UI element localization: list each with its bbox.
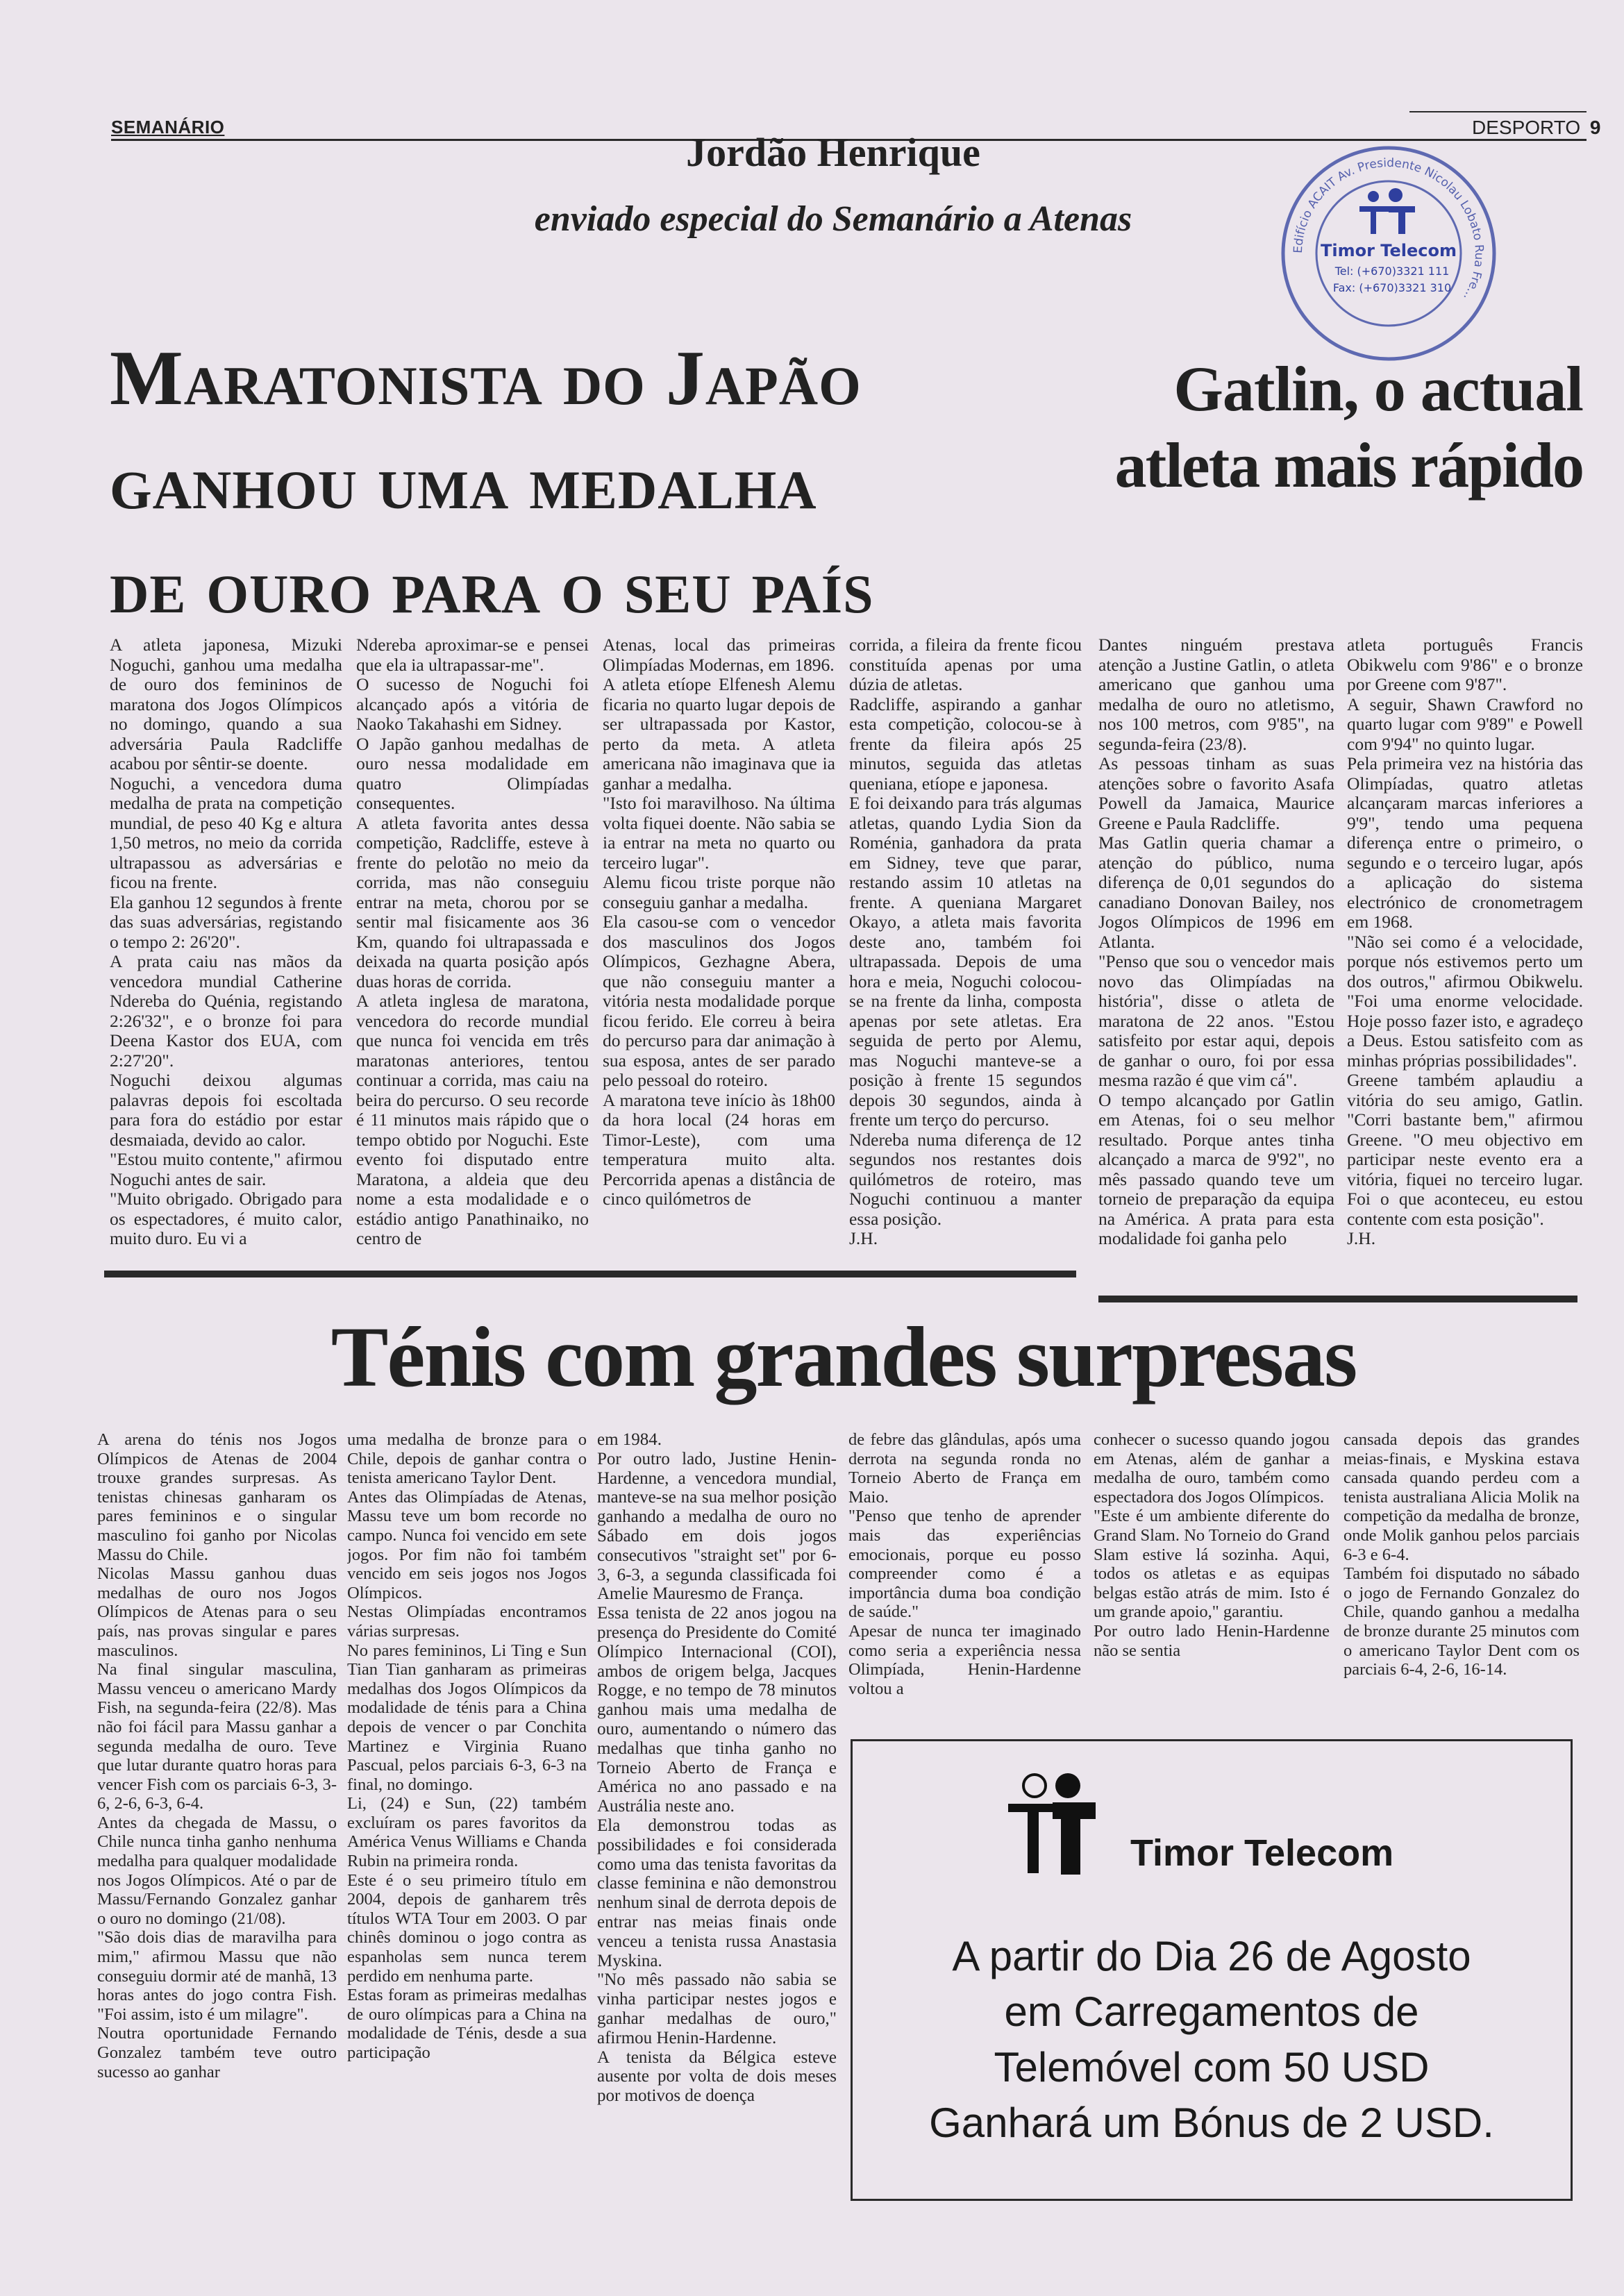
tennis-column-3: em 1984. Por outro lado, Justine Henin-Hardenne, a vencedora mundial, manteve-se na sua melhor posição ganhando a medalha de ouro no Sábado em dois jogos consecutivos "straight set" por 6-3, 6-3, a segunda classificada foi Amelie Mauresmo de França. Essa tenista de 22 anos jogou na presença do Presidente do Comité Olímpico Internacional (COI), ambos de origem belga, Jacques Rogge, e no tempo de 78 minutos ganhou mais uma medalha de ouro, aumentando o número das medalhas que tinha ganho no Torneio Aberto de França e América no ano passado e na Austrália neste ano. Ela demonstrou todas as possibilidades e foi considerada como uma das tenista favoritas da classe feminina e não demonstrou nenhum sinal de derrota depois de entrar nas meias finais onde venceu a tenista russa Anastasia Myskina. "No mês passado não sabia se vinha participar nestes jogos e ganhar medalhas de ouro," afirmou Henin-Hardenne. A tenista da Bélgica esteve ausente por volta de dois meses por motivos de doença [597,1430,837,2106]
gatlin-column-2: atleta português Francis Obikwelu com 9'86" e o bronze por Greene com 9'87". A seguir, Shawn Crawford no quarto lugar com 9'89" e Powell com 9'94" no quinto lugar. Pela primeira vez na história das Olimpíadas, quatro atletas alcançaram marcas inferiores a 9'9", tendo uma pequena diferença entre o primeiro, o segundo e o terceiro lugar, após a aplicação do sistema electrónico de cronometragem em 1968. "Não sei como é a velocidade, porque nós estivemos perto um dos outros," afirmou Obikwelu. "Foi uma enorme velocidade. Hoje posso fazer isto, e agradeço a Deus. Estou satisfeito com as minhas próprias possibilidades". Greene também aplaudiu a vitória do seu amigo, Gatlin. "Corri bastante bem," afirmou Greene. "O meu objectivo em participar neste evento era a vitória, fiquei no terceiro lugar. Foi o que aconteceu, eu estou contente com esta posição". J.H. [1347,635,1583,1248]
stamp-fax: Fax: (+670)3321 310 [1332,281,1452,294]
advert-line-2: em Carregamentos de [1004,1988,1419,2035]
page-number: 9 [1589,117,1601,138]
company-stamp [1278,142,1500,364]
byline-role: enviado especial do Semanário a Atenas [534,199,1132,239]
tennis-column-6: cansada depois das grandes meias-finais, e Myskina estava cansada quando perdeu com a tenista australiana Alicia Molik na competição da medalha de bronze, onde Molik ganhou pelos parciais 6-3 e 6-4. Também foi disputado no sábado o jogo de Fernando Gonzalez do Chile, quando ganhou a medalha de bronze durante 25 minutos com o americano Taylor Dent com os parciais 6-4, 2-6, 16-14. [1343,1430,1580,1679]
marathon-column-2: Ndereba aproximar-se e pensei que ela ia ultrapassar-me". O sucesso de Noguchi foi alcançado após a vitória de Naoko Takahashi em Sidney. O Japão ganhou medalhas de ouro nessa modalidade em quatro Olimpíadas consequentes. A atleta favorita antes dessa competição, Radcliffe, esteve à frente do pelotão no meio da corrida, mas não conseguiu entrar na meta, chorou por se sentir mal fisicamente aos 36 Km, quando foi ultrapassada e deixada na quarta posição após duas horas de corrida. A atleta inglesa de maratona, vencedora do recorde mundial que nunca foi vencida em três maratonas anteriores, tentou continuar a corrida, mas caiu na beira do percurso. O seu recorde é 11 minutos mais rápido que o tempo obtido por Noguchi. Este evento foi disputado entre Maratona, a aldeia que deu nome a esta modalidade e o estádio antigo Panathinaiko, no centro de [356,635,589,1248]
gatlin-headline-line2: atleta mais rápido [1114,430,1583,501]
marathon-column-3: Atenas, local das primeiras Olimpíadas Modernas, em 1896. A atleta etíope Elfenesh Alemu ficaria no quarto lugar depois de ser ultrapassada por Kastor, perto da meta. A atleta americana não imaginava que ia ganhar a medalha. "Isto foi maravilhoso. Na última volta fiquei doente. Não sabia se ia entrar na meta no quarto ou terceiro lugar". Alemu ficou triste porque não conseguiu ganhar a medalha. Ela casou-se com o vencedor dos masculinos dos Jogos Olímpicos, Gezhagne Abera, que não conseguiu manter a vitória nesta modalidade porque ficou ferido. Ele correu à beira do percurso para dar animação à sua esposa, antes de ser parado pelo pessoal do roteiro. A maratona teve início às 18h00 da hora local (24 horas em Timor-Leste), com uma temperatura muito alta. Percorrida apenas a distância de cinco quilómetros de [603,635,835,1209]
tennis-headline: Ténis com grandes surpresas [330,1309,1357,1405]
stamp-ring-text: Edifício ACAIT Av. Presidente Nicolau Lobato Rua Fre... [1291,156,1487,303]
gatlin-end-rule [1098,1296,1577,1302]
marathon-column-1: A atleta japonesa, Mizuki Noguchi, ganhou uma medalha de ouro dos femininos de maratona dos Jogos Olímpicos no domingo, quando a sua adversária Paula Radcliffe acabou por sêntir-se doente. Noguchi, a vencedora duma medalha de prata na competição mundial, de peso 40 Kg e altura 1,50 metros, no meio da corrida ultrapassou as adversárias e ficou na frente. Ela ganhou 12 segundos à frente das suas adversárias, registando o tempo 2: 26'20". A prata caiu nas mãos da vencedora mundial Catherine Ndereba do Quénia, registando 2:26'32", e o bronze foi para Deena Kastor dos EUA, com 2:27'20". Noguchi deixou algumas palavras depois foi escoltada para fora do estádio por estar desmaiada, devido ao calor. "Estou muito contente," afirmou Noguchi antes de sair. "Muito obrigado. Obrigado para os espectadores, é muito calor, muito duro. Eu vi a [110,635,342,1248]
byline-author: Jordão Henrique [686,130,980,175]
advert-copy [853,1929,1571,2151]
gatlin-headline [1097,351,1583,503]
telecom-advert [851,1739,1573,2201]
marathon-column-4: corrida, a fileira da frente ficou constituída apenas por uma dúzia de atletas. Radcliffe, aspirando a ganhar esta competição, colocou-se à frente da fileira após 25 minutos, seguida das atletas queniana, etíope e japonesa. E foi deixando para trás algumas atletas, quando Lydia Sion da Roménia, ganhadora da prata em Sidney, teve que parar, restando assim 10 atletas na frente. A queniana Margaret Okayo, a atleta mais favorita deste ano, também foi ultrapassada. Depois de uma hora e meia, Noguchi colocou-se na frente da linha, composta apenas por sete atletas. Era seguida de perto por Alemu, mas Noguchi manteve-se a posição à frente 15 segundos depois 30 segundos, ainda à frente um terço do percurso. Ndereba numa diferença de 12 segundos nos restantes dois quilómetros de roteiro, mas Noguchi continuou a manter essa posição. J.H. [849,635,1082,1248]
marathon-headline-line3: de ouro para o seu país [110,544,874,630]
advert-logo [1007,1770,1090,1875]
telecom-logo-icon [1007,1770,1097,1875]
section-name: DESPORTO [1472,117,1581,138]
section-label [1472,117,1600,139]
tennis-column-2: uma medalha de bronze para o Chile, depois de ganhar contra o tenista americano Taylor Dent. Antes das Olimpíadas de Atenas, Massu teve um bom recorde no campo. Nunca foi vencido em sete jogos. Por fim não foi também vencido em seis jogos nos Jogos Olímpicos. Nestas Olimpíadas encontramos várias surpresas. No pares femininos, Li Ting e Sun Tian Tian ganharam as primeiras medalhas dos Jogos Olímpicos da modalidade de ténis para a China depois de vencer o par Conchita Martinez e Virginia Ruano Pascual, pelos parciais 6-3, 6-3 na final, no domingo. Li, (24) e Sun, (22) também excluíram os pares favoritos da América Venus Williams e Chanda Rubin na primeira ronda. Este é o seu primeiro título em 2004, depois de ganharem três títulos WTA Tour em 2003. O par chinês dominou o jogo contra as espanholas sem nunca terem perdido em nenhuma parte. Estas foram as primeiras medalhas de ouro olímpicas para a China na modalidade de Ténis, desde a sua participação [347,1430,587,2062]
header-rule-right [1409,111,1587,112]
tennis-column-4: de febre das glândulas, após uma derrota na segunda ronda no Torneio Aberto de França em Maio. "Penso que tenho de aprender mais das experiências emocionais, porque eu posso compreender como é a importância duma boa condição de saúde." Apesar de nunca ter imaginado como seria a experiência nessa Olimpíada, Henin-Hardenne voltou a [848,1430,1081,1698]
marathon-headline-line1: Maratonista do Japão [110,335,862,421]
advert-line-3: Telemóvel com 50 USD [994,2044,1430,2090]
marathon-end-rule [104,1271,1076,1277]
gatlin-headline-line1: Gatlin, o actual [1173,353,1583,424]
masthead-publication: SEMANÁRIO [111,117,225,137]
marathon-headline-line2: ganhou uma medalha [110,439,817,526]
advert-brand: Timor Telecom [1130,1832,1394,1874]
tennis-column-1: A arena do ténis nos Jogos Olímpicos de Atenas de 2004 trouxe grandes surpresas. As tenistas chinesas ganharam os pares femininos e o singular masculino foi ganho por Nicolas Massu do Chile. Nicolas Massu ganhou duas medalhas de ouro nos Jogos Olímpicos de Atenas para o seu país, nas provas singular e pares masculinos. Na final singular masculina, Massu venceu o americano Mardy Fish, na segunda-feira (22/8). Mas não foi fácil para Massu ganhar a segunda medalha de ouro. Teve que lutar durante quatro horas para vencer Fish com os parciais 6-3, 3-6, 2-6, 6-3, 6-4. Antes da chegada de Massu, o Chile nunca tinha ganho nenhuma medalha para qualquer modalidade nos Jogos Olímpicos. Até o par de Massu/Fernando Gonzalez ganhar o ouro no domingo (21/08). "São dois dias de maravilha para mim," afirmou Massu que não conseguiu dormir até de manhã, 13 horas antes do jogo contra Fish. "Foi assim, isto é um milagre". Noutra oportunidade Fernando Gonzalez também teve outro sucesso ao ganhar [97,1430,337,2081]
gatlin-column-1: Dantes ninguém prestava atenção a Justine Gatlin, o atleta americano que ganhou uma medalha de ouro no atletismo, nos 100 metros, com 9'85", na segunda-feira (23/8). As pessoas tinham as suas atenções sobre o favorito Asafa Powell da Jamaica, Maurice Greene e Paula Radcliffe. Mas Gatlin queria chamar a atenção do público, numa diferença de 0,01 segundos do canadiano Donovan Bailey, nos Jogos Olímpicos de 1996 em Atlanta. "Penso que sou o vencedor mais novo das Olimpíadas na história", disse o atleta de maratona de 22 anos. "Estou satisfeito por estar aqui, depois de ganhar o ouro, foi por essa mesma razão é que vim cá". O tempo alcançado por Gatlin em Atenas, foi o seu melhor resultado. Porque antes tinha alcançado a marca de 9'92", no mês passado quando teve um torneio de preparação da equipa na América. A prata para esta modalidade foi ganha pelo [1098,635,1334,1248]
marathon-headline [110,326,1103,639]
stamp-brand: Timor Telecom [1321,241,1457,260]
tennis-column-5: conhecer o sucesso quando jogou em Atenas, além de ganhar a medalha de ouro, também como espectadora dos Jogos Olímpicos. "Este é um ambiente diferente do Grand Slam. No Torneio do Grand Slam estive lá sozinha. Aqui, todos os atletas e as equipas belgas estão atrás de mim. Isto é um grande apoio," garantiu. Por outro lado Henin-Hardenne não se sentia [1094,1430,1330,1660]
advert-line-1: A partir do Dia 26 de Agosto [952,1933,1471,1979]
stamp-tel: Tel: (+670)3321 111 [1334,265,1450,278]
advert-line-4: Ganhará um Bónus de 2 USD. [929,2100,1494,2146]
